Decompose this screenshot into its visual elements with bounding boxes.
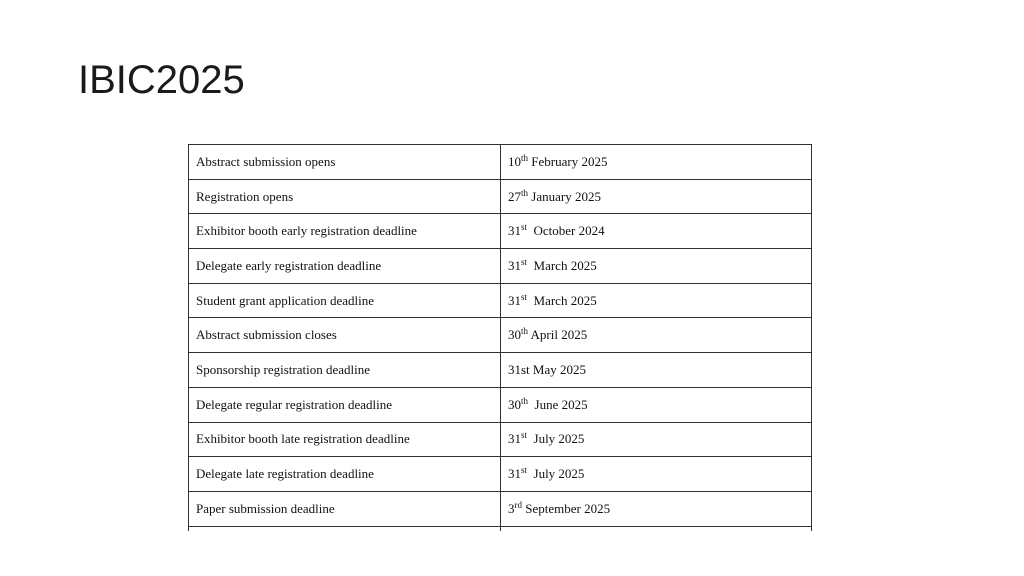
date-day: 31 (508, 466, 521, 482)
date-day: 31 (508, 223, 521, 239)
date-ordinal-suffix: st (521, 222, 528, 233)
date-ordinal-suffix: rd (514, 499, 522, 510)
event-cell: Exhibitor booth late registration deadline (189, 422, 501, 457)
date-day: 31 (508, 431, 521, 447)
table-row (189, 318, 812, 353)
date-cell (501, 422, 812, 457)
table-row (189, 214, 812, 249)
date-month-year: September 2025 (522, 500, 611, 516)
date-ordinal-suffix: th (521, 326, 529, 337)
date-month-year: January 2025 (528, 188, 601, 204)
table-row (189, 179, 812, 214)
date-month-year: April 2025 (528, 327, 588, 343)
date-day: 31st May 2025 (508, 361, 586, 377)
event-cell: Paper submission deadline (189, 491, 501, 526)
table-row (189, 422, 812, 457)
table-row (189, 249, 812, 284)
date-cell (501, 179, 812, 214)
event-cell: Abstract submission closes (189, 318, 501, 353)
date-ordinal-suffix: th (521, 152, 529, 163)
date-ordinal-suffix: th (521, 187, 529, 198)
date-cell (501, 457, 812, 492)
event-cell: Abstract submission opens (189, 145, 501, 180)
date-cell (501, 387, 812, 422)
event-cell: Exhibitor booth early registration deadline (189, 214, 501, 249)
date-cell (501, 526, 812, 531)
date-day: 27 (508, 188, 521, 204)
date-ordinal-suffix: st (521, 291, 528, 302)
date-ordinal-suffix: st (521, 430, 528, 441)
date-day: 3 (508, 500, 515, 516)
event-cell: Registration opens (189, 179, 501, 214)
dates-table-container (188, 144, 812, 531)
date-cell (501, 491, 812, 526)
date-day: 30 (508, 327, 521, 343)
date-ordinal-suffix: st (521, 256, 528, 267)
table-row (189, 353, 812, 388)
date-month-year: June 2025 (528, 396, 588, 412)
table-row (189, 457, 812, 492)
date-cell (501, 249, 812, 284)
table-row (189, 526, 812, 531)
date-month-year: February 2025 (528, 153, 608, 169)
event-cell: Student grant application deadline (189, 283, 501, 318)
table-body (189, 145, 812, 532)
date-month-year: July 2025 (527, 466, 585, 482)
date-month-year: October 2024 (527, 223, 605, 239)
date-cell (501, 283, 812, 318)
date-cell (501, 145, 812, 180)
date-cell (501, 353, 812, 388)
event-cell: Delegate regular registration deadline (189, 387, 501, 422)
date-day: 31 (508, 257, 521, 273)
date-cell (501, 318, 812, 353)
table-row (189, 145, 812, 180)
slide-title: IBIC2025 (78, 58, 245, 102)
date-day: 31 (508, 292, 521, 308)
date-ordinal-suffix: th (521, 395, 529, 406)
table-row (189, 491, 812, 526)
event-cell: Delegate late registration deadline (189, 457, 501, 492)
event-cell (189, 526, 501, 531)
date-day: 10 (508, 153, 521, 169)
date-month-year: March 2025 (527, 292, 597, 308)
date-ordinal-suffix: st (521, 465, 528, 476)
date-month-year: March 2025 (527, 257, 597, 273)
event-cell: Delegate early registration deadline (189, 249, 501, 284)
table-row (189, 283, 812, 318)
date-month-year: July 2025 (527, 431, 585, 447)
event-cell: Sponsorship registration deadline (189, 353, 501, 388)
important-dates-table (188, 144, 812, 531)
date-day: 30 (508, 396, 521, 412)
date-cell (501, 214, 812, 249)
table-row (189, 387, 812, 422)
